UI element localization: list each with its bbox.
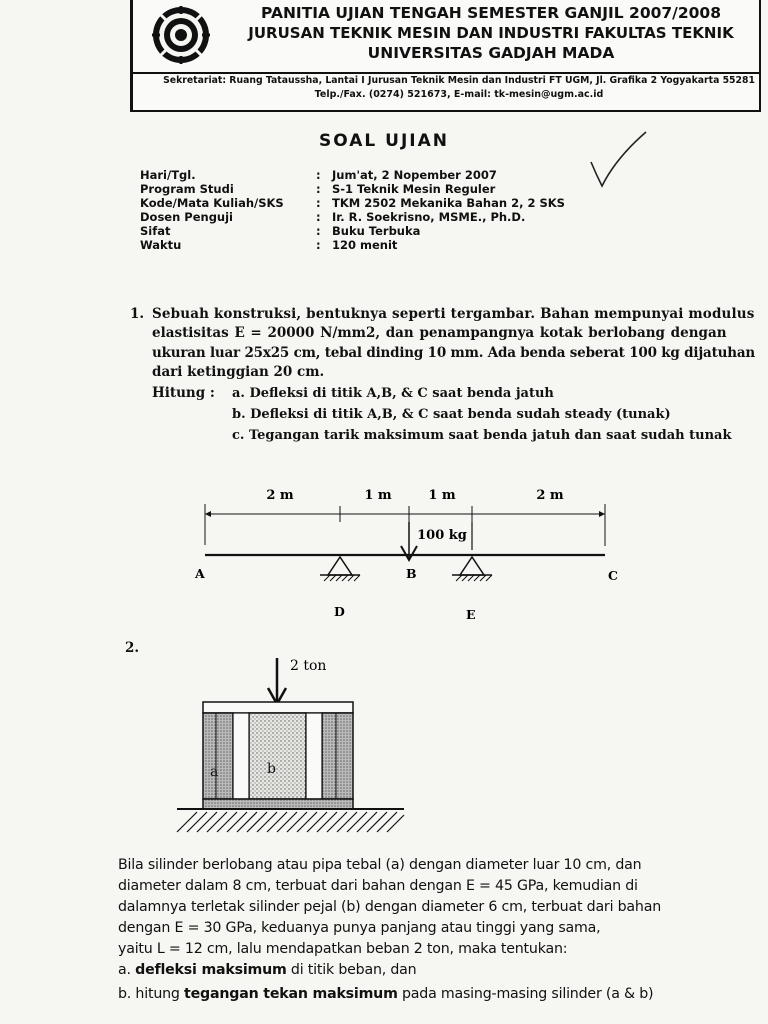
q1-line4: dari ketinggian 20 cm. [152,364,325,380]
info-value: TKM 2502 Mekanika Bahan 2, 2 SKS [332,196,565,210]
info-label: Program Studi [140,182,234,196]
dim-BE: 1 m [428,488,456,503]
point-A: A [195,566,205,581]
info-colon: : [316,238,321,252]
q1-line3: ukuran luar 25x25 cm, tebal dinding 10 mm. Ada benda seberat 100 kg dijatuhan [152,345,755,361]
exam-title: SOAL UJIAN [319,131,449,151]
info-value: 120 menit [332,238,398,252]
q2-line3: dalamnya terletak silinder pejal (b) dengan diameter 6 cm, terbuat dari bahan [118,899,661,915]
q2-line5: yaitu L = 12 cm, lalu mendapatkan beban 2 ton, maka tentukan: [118,941,568,957]
info-label: Kode/Mata Kuliah/SKS [140,196,284,210]
label-b: b [267,761,276,777]
q2-number: 2. [125,640,140,656]
q2-line2: diameter dalam 8 cm, terbuat dari bahan dengan E = 45 GPa, kemudian di [118,878,638,894]
info-colon: : [316,168,321,182]
q1-number: 1. [130,306,145,322]
info-colon: : [316,210,321,224]
load-label: 100 kg [417,528,467,543]
q2-task-b-suffix: pada masing-masing silinder (a & b) [397,986,654,1002]
q2-task-a-prefix: a. [118,962,136,978]
cylinder-diagram [172,652,412,842]
letterhead-divider [130,72,759,74]
university-seal-icon [152,6,210,64]
q1-line2: elastisitas E = 20000 N/mm2, dan penampangnya kotak berlobang dengan [152,325,727,341]
point-E: E [466,607,476,622]
q1-task-c: c. Tegangan tarik maksimum saat benda jatuh dan saat sudah tunak [232,428,732,443]
info-value: Ir. R. Soekrisno, MSME., Ph.D. [332,210,526,224]
info-label: Waktu [140,238,182,252]
q2-task-b-prefix: b. hitung [118,986,185,1002]
info-colon: : [316,224,321,238]
q1-task-b: b. Defleksi di titik A,B, & C saat benda sudah steady (tunak) [232,407,671,422]
info-label: Sifat [140,224,171,238]
point-B: B [406,566,417,581]
q2-task-a [118,962,416,978]
info-label: Hari/Tgl. [140,168,196,182]
letterhead [130,0,761,112]
info-label: Dosen Penguji [140,210,233,224]
q2-task-b [118,986,653,1002]
university-title: UNIVERSITAS GADJAH MADA [367,44,615,62]
q1-line1: Sebuah konstruksi, bentuknya seperti tergambar. Bahan mempunyai modulus [152,306,755,322]
info-colon: : [316,196,321,210]
dim-AD: 2 m [266,488,294,503]
checkmark-icon [588,128,648,192]
info-value: S-1 Teknik Mesin Reguler [332,182,496,196]
committee-title: PANITIA UJIAN TENGAH SEMESTER GANJIL 2007/2008 [261,4,721,22]
q2-load-label: 2 ton [290,658,327,674]
q2-task-a-bold: defleksi maksimum [135,962,287,978]
info-value: Buku Terbuka [332,224,421,238]
contact-info: Telp./Fax. (0274) 521673, E-mail: tk-mesin@ugm.ac.id [314,89,604,100]
q1-hitung: Hitung : [152,385,215,401]
dim-EC: 2 m [536,488,564,503]
q2-line4: dengan E = 30 GPa, keduanya punya panjang atau tinggi yang sama, [118,920,601,936]
department-title: JURUSAN TEKNIK MESIN DAN INDUSTRI FAKULTAS TEKNIK [248,24,734,42]
q2-task-a-suffix: di titik beban, dan [286,962,417,978]
q2-line1: Bila silinder berlobang atau pipa tebal (a) dengan diameter luar 10 cm, dan [118,857,642,873]
q2-task-b-bold: tegangan tekan maksimum [184,986,398,1002]
info-value: Jum'at, 2 Nopember 2007 [332,168,497,182]
point-C: C [608,568,618,583]
label-a: a [210,764,219,780]
secretariat-address: Sekretariat: Ruang Tataussha, Lantai I Jurusan Teknik Mesin dan Industri FT UGM, Jl. Grafika 2 Yogyakarta 55281 [163,75,755,86]
dim-DB: 1 m [364,488,392,503]
beam-diagram [180,480,640,630]
point-D: D [334,604,345,619]
info-colon: : [316,182,321,196]
q1-task-a: a. Defleksi di titik A,B, & C saat benda jatuh [232,386,554,401]
